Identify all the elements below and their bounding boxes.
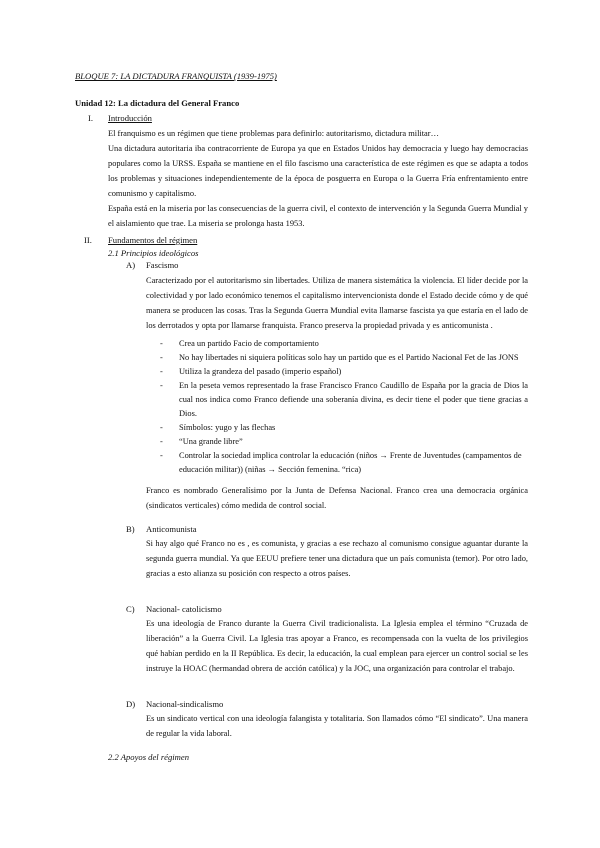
nacional-catolicismo-text: Es una ideología de Franco durante la Guerra Civil tradicionalista. La Iglesia emplea el término “Cruzada de liberación” a la Guerra Civil. La Iglesia tras apoyar a Franco, es recompensada con la vuelta de los privilegios qué habían perdido en la II República. Es decir, la educación, la cual emplean para ejercer un control social se les instruye la HOAC (hermandad obrera de acción católica) y la JOC, una organización para controlar el trabajo. xyxy=(146,619,528,673)
fascismo-text: Caracterizado por el autoritarismo sin libertades. Utiliza de manera sistemática la violencia. El líder decide por la colectividad y por lado económico tenemos el capitalismo intervencionista donde el Estado decide cómo y de qué manera se producen las cosas. Tras la Segunda Guerra Mundial evita llamarse fascista ya que estaría en el lado de los derrotados y opta por llamarse franquista. Franco preserva la propiedad privada y es anticomunista . xyxy=(146,276,528,330)
unit-heading: Unidad 12: La dictadura del General Franco xyxy=(75,98,240,108)
intro-paragraph: España está en la miseria por las consecuencias de la guerra civil, el contexto de intervención y la Segunda Guerra Mundial y el aislamiento que trae. La miseria se prolonga hasta 1953. xyxy=(108,204,528,228)
item-letter: A) xyxy=(126,260,136,270)
list-item: - Símbolos: yugo y las flechas xyxy=(160,423,276,432)
item-letter: C) xyxy=(126,604,135,614)
intro-paragraph: Una dictadura autoritaria iba contracorriente de Europa ya que en Estados Unidos hay democracia y luego hay democracias populares como la URSS. España se mantiene en el filo fascismo una característica de este régimen es que se adapta a todos los problemas y situaciones independientemente de la época de posguerra en Europa o la Guerra Fría enfrentamiento entre comunismo y capitalismo. xyxy=(108,144,528,198)
list-item: - En la peseta vemos representado la frase Francisco Franco Caudillo de España por la gracia de Dios la cual nos indica como Franco defiende una soberanía divina, es decir tiene el poder que tiene gracias a Dios. xyxy=(160,381,528,418)
item-heading-anticomunista: Anticomunista xyxy=(146,524,197,534)
list-item: - No hay libertades ni siquiera políticas solo hay un partido que es el Partido Nacional Fet de las JONS xyxy=(160,353,519,362)
list-item: - Crea un partido Facio de comportamiento xyxy=(160,339,319,348)
intro-paragraphs xyxy=(108,126,528,231)
item-letter: B) xyxy=(126,524,135,534)
subsection-heading-apoyos: 2.2 Apoyos del régimen xyxy=(108,752,189,762)
nacional-sindicalismo-text: Es un sindicato vertical con una ideología falangista y totalitaria. Son llamados cómo “El sindicato”. Una manera de regular la vida laboral. xyxy=(146,714,528,738)
subsection-heading-principios: 2.1 Principios ideológicos xyxy=(108,248,199,258)
list-item: - Utiliza la grandeza del pasado (imperio español) xyxy=(160,367,342,376)
section-heading-fundamentos: Fundamentos del régimen xyxy=(108,235,198,245)
item-heading-nacional-catolicismo: Nacional- catolicismo xyxy=(146,604,222,614)
item-heading-nacional-sindicalismo: Nacional-sindicalismo xyxy=(146,699,224,709)
fascismo-closing: Franco es nombrado Generalísimo por la Junta de Defensa Nacional. Franco crea una democracia orgánica (sindicatos verticales) cómo medida de control social. xyxy=(146,486,528,510)
list-item: - Controlar la sociedad implica controlar la educación (niños → Frente de Juventudes (campamentos de educación militar)) (niñas → Sección femenina. “rica) xyxy=(160,451,522,474)
section-numeral: I. xyxy=(88,113,94,123)
item-letter: D) xyxy=(126,699,136,709)
block-title: BLOQUE 7: LA DICTADURA FRANQUISTA (1939-1975) xyxy=(75,71,277,81)
section-numeral: II. xyxy=(84,235,92,245)
intro-paragraph: El franquismo es un régimen que tiene problemas para definirlo: autoritarismo, dictadura militar… xyxy=(108,129,439,138)
item-heading-fascismo: Fascismo xyxy=(146,260,179,270)
anticomunista-text: Si hay algo qué Franco no es , es comunista, y gracias a ese rechazo al comunismo consigue aguantar durante la segunda guerra mundial. Ya que EEUU prefiere tener una dictadura que un país comunista (temor). Por otro lado, gracias a esto alianza su posición con respecto a otros países. xyxy=(146,539,528,578)
list-item: - “Una grande libre” xyxy=(160,437,243,446)
fascismo-bullet-list xyxy=(160,337,528,477)
section-heading-introduccion: Introducción xyxy=(108,113,152,123)
